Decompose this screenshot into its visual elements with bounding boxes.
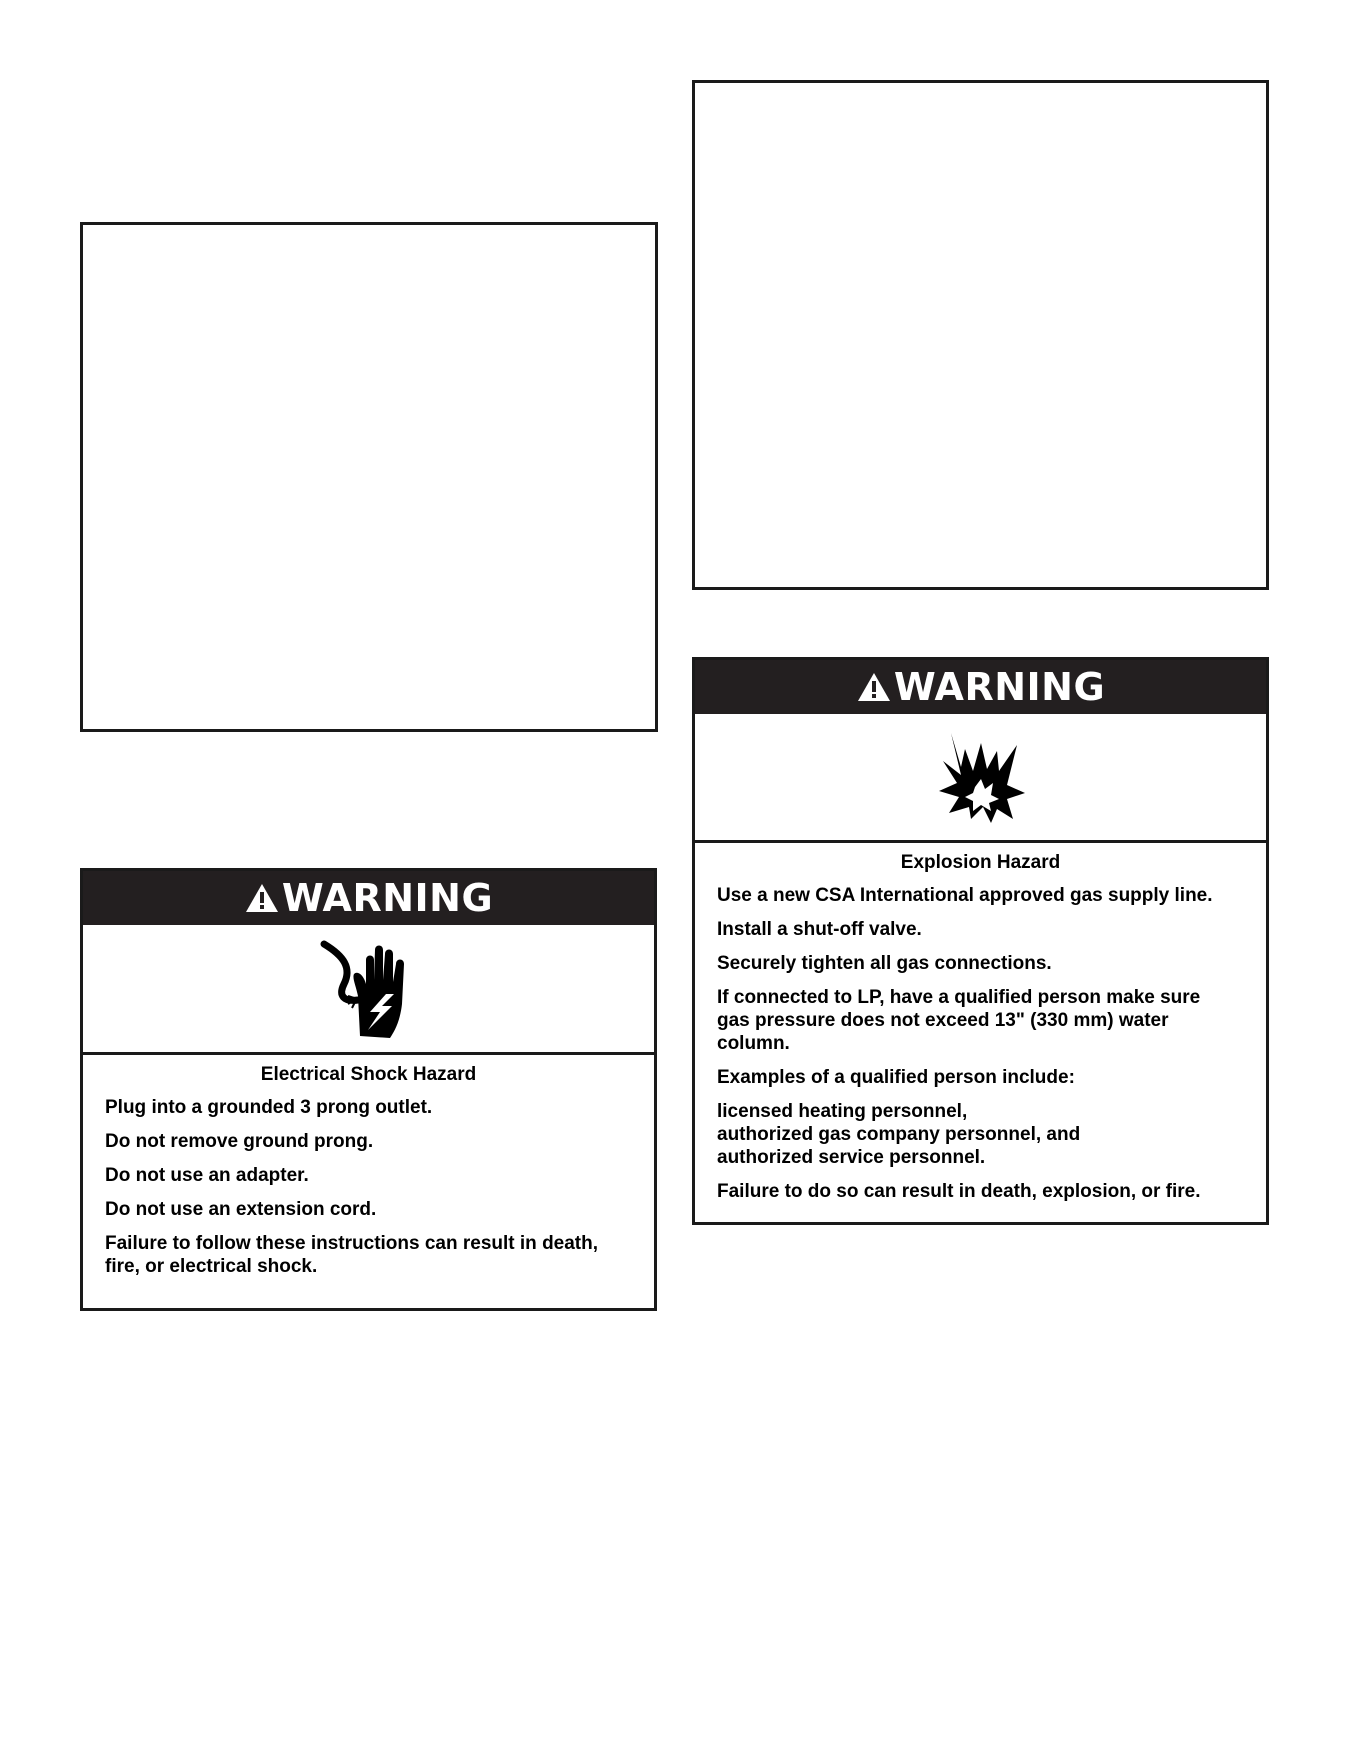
explosion-warning [692, 657, 1269, 1225]
warning-header-text: WARNING [893, 665, 1106, 709]
warning-line: Use a new CSA International approved gas supply line. [717, 885, 1213, 906]
warning-line: Install a shut-off valve. [717, 919, 922, 940]
warning-line: Do not use an extension cord. [105, 1199, 377, 1220]
warning-line: Failure to follow these instructions can result in death, fire, or electrical shock. [105, 1233, 599, 1277]
warning-body [695, 843, 1266, 1213]
warning-line: If connected to LP, have a qualified person make sure gas pressure does not exceed 13" (330 mm) water column. [717, 987, 1201, 1054]
warning-line: Examples of a qualified person include: [717, 1067, 1075, 1088]
warning-line: Do not use an adapter. [105, 1165, 309, 1186]
electrical-shock-hand-icon [314, 934, 424, 1044]
hazard-title: Explosion Hazard [900, 852, 1061, 873]
warning-header-text: WARNING [281, 876, 494, 920]
warning-triangle-icon [856, 671, 892, 703]
warning-line: Securely tighten all gas connections. [717, 953, 1052, 974]
warning-header [695, 660, 1266, 714]
warning-triangle-icon [244, 882, 280, 914]
warning-line: licensed heating personnel, authorized gas company personnel, and authorized service personnel. [717, 1101, 1081, 1168]
warning-line: Failure to do so can result in death, explosion, or fire. [717, 1181, 1201, 1202]
warning-line: Do not remove ground prong. [105, 1131, 374, 1152]
warning-line: Plug into a grounded 3 prong outlet. [105, 1097, 433, 1118]
warning-icon-area [695, 714, 1266, 843]
explosion-icon [931, 727, 1031, 827]
hazard-title: Electrical Shock Hazard [260, 1064, 477, 1085]
warning-header [83, 871, 654, 925]
warning-body [83, 1055, 654, 1288]
empty-frame-right [692, 80, 1269, 590]
empty-frame-left [80, 222, 658, 732]
electrical-shock-warning [80, 868, 657, 1311]
warning-icon-area [83, 925, 654, 1055]
